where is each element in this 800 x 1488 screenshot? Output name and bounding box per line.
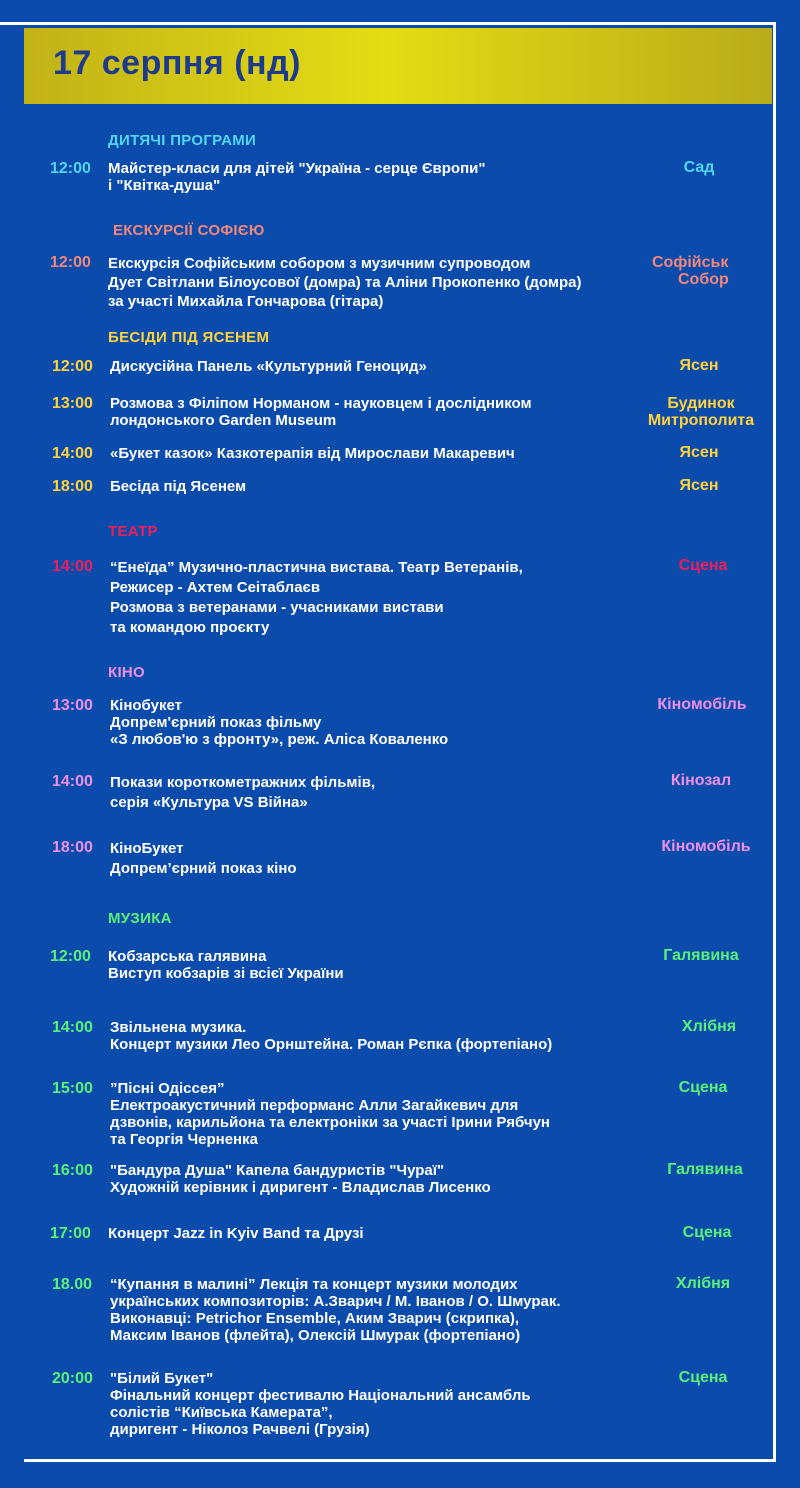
event-description [110, 839, 297, 879]
event-venue: Кінозал [670, 772, 732, 789]
event-line: Виступ кобзарів зі всієї України [108, 965, 344, 982]
event-venue: Галявина [667, 1161, 743, 1178]
event-time: 12:00 [50, 254, 91, 271]
event-description [110, 697, 448, 748]
event-time: 17:00 [50, 1225, 91, 1242]
event-line: Концерт музики Лео Орнштейна. Роман Рєпка (фортепіано) [110, 1036, 553, 1053]
event-time: 16:00 [52, 1162, 93, 1179]
event-line: Бесіда під Ясенем [110, 478, 247, 495]
event-time: 13:00 [52, 395, 93, 412]
section-title-music: МУЗИКА [108, 910, 172, 927]
event-line: Електроакустичний перформанс Алли Загайкевич для [110, 1097, 519, 1114]
section-title-children: ДИТЯЧІ ПРОГРАМИ [108, 132, 257, 149]
event-description [110, 558, 523, 638]
event-line: серія «Культура VS Війна» [110, 794, 308, 811]
event-description [110, 773, 375, 813]
section-title-cinema: КІНО [108, 664, 146, 681]
event-description [110, 445, 515, 462]
event-time: 18:00 [52, 478, 93, 495]
event-venue [652, 254, 758, 288]
event-line: «Букет казок» Казкотерапія від Мирослави Макаревич [110, 445, 515, 462]
event-line: «З любов'ю з фронту», реж. Аліса Коваленко [110, 731, 449, 748]
page-title: 17 серпня (нд) [53, 44, 301, 82]
event-description [110, 1370, 531, 1438]
event-line: Дискусійна Панель «Культурний Геноцид» [110, 358, 427, 375]
event-description [110, 1276, 561, 1344]
event-line: “Енеїда” Музично-пластична вистава. Театр Ветеранів, [110, 559, 523, 576]
event-line: Допрем’єрний показ кіно [110, 860, 297, 877]
event-line: і "Квітка-душа" [108, 177, 221, 194]
event-line: Розмова з ветеранами - учасниками вистави [110, 599, 444, 616]
event-venue: Хлібня [675, 1275, 731, 1292]
event-line: та командою проєкту [110, 619, 270, 636]
event-line: “Купання в малині” Лекція та концерт музики молодих [110, 1276, 518, 1293]
event-time: 14:00 [52, 1019, 93, 1036]
section-title-talks: БЕСІДИ ПІД ЯСЕНЕМ [108, 329, 270, 346]
event-time: 18.00 [52, 1276, 93, 1293]
section-title-theatre: ТЕАТР [108, 523, 158, 540]
event-line: Фінальний концерт фестивалю Національний ансамбль [110, 1387, 531, 1404]
event-line: солістів “Київська Камерата”, [110, 1404, 333, 1421]
event-venue: Ясен [679, 444, 719, 461]
event-venue: Хлібня [681, 1018, 737, 1035]
event-time: 18:00 [52, 839, 93, 856]
event-line: Виконавці: Petrichor Ensemble, Аким Зварич (скрипка), [110, 1310, 520, 1327]
event-description [110, 1019, 552, 1053]
event-time: 13:00 [52, 697, 93, 714]
event-line: "Бандура Душа" Капела бандуристів "Чураї" [110, 1162, 445, 1179]
event-time: 20:00 [52, 1370, 93, 1387]
event-line: Допрем'єрний показ фільму [110, 714, 322, 731]
event-venue: Галявина [663, 947, 739, 964]
event-time: 14:00 [52, 445, 93, 462]
event-time: 14:00 [52, 773, 93, 790]
event-venue [636, 395, 766, 429]
event-line: за участі Михайла Гончарова (гітара) [108, 293, 384, 310]
event-line: диригент - Ніколоз Рачвелі (Грузія) [110, 1421, 370, 1438]
event-line: Кінобукет [110, 697, 182, 714]
event-description [108, 160, 485, 194]
event-line: дзвонів, карильйона та електроніки за участі Ірини Рябчун [110, 1114, 550, 1131]
event-venue: Сцена [678, 1079, 728, 1096]
event-line: Розмова з Філіпом Норманом - науковцем і дослідником [110, 395, 532, 412]
event-description [110, 395, 532, 429]
event-description [110, 1162, 491, 1196]
event-line: Дует Світлани Білоусової (домра) та Аліни Прокопенко (домра) [108, 274, 582, 291]
event-line: Художній керівник і диригент - Владислав Лисенко [110, 1179, 491, 1196]
event-venue: Сад [683, 159, 715, 176]
venue-line: Софійськ [652, 254, 729, 271]
event-venue: Сцена [678, 1369, 728, 1386]
event-time: 12:00 [50, 160, 91, 177]
event-time: 12:00 [50, 948, 91, 965]
event-venue: Ясен [679, 477, 719, 494]
event-venue: Сцена [678, 557, 728, 574]
event-line: Екскурсія Софійським собором з музичним супроводом [108, 255, 531, 272]
event-line: лондонського Garden Museum [110, 412, 337, 429]
event-description [110, 1080, 550, 1148]
event-line: Максим Іванов (флейта), Олексій Шмурак (фортепіано) [110, 1327, 521, 1344]
event-venue: Кіномобіль [657, 696, 747, 713]
event-time: 15:00 [52, 1080, 93, 1097]
section-title-excursions: ЕКСКУРСІЇ СОФІЄЮ [113, 222, 265, 239]
event-line: ”Пісні Одіссея” [110, 1080, 225, 1097]
event-time: 12:00 [52, 358, 93, 375]
event-line: Концерт Jazz in Kyiv Band та Друзі [108, 1225, 364, 1242]
event-line: Покази короткометражних фільмів, [110, 774, 376, 791]
event-line: українських композиторів: А.Зварич / М. Іванов / О. Шмурак. [110, 1293, 561, 1310]
event-venue: Сцена [682, 1224, 732, 1241]
event-line: Майстер-класи для дітей "Україна - серце Європи" [108, 160, 486, 177]
event-line: КіноБукет [110, 840, 184, 857]
event-venue: Кіномобіль [661, 838, 751, 855]
venue-line: Митрополита [647, 412, 755, 429]
event-line: Звільнена музика. [110, 1019, 247, 1036]
event-line: та Георгія Черненка [110, 1131, 258, 1148]
event-line: Кобзарська галявина [108, 948, 267, 965]
event-description [108, 1225, 364, 1242]
event-venue: Ясен [679, 357, 719, 374]
venue-line: Будинок [667, 395, 735, 412]
event-line: "Білий Букет" [110, 1370, 214, 1387]
venue-line: Собор [678, 271, 729, 288]
event-description [110, 478, 246, 495]
event-description [108, 254, 582, 311]
event-line: Режисер - Ахтем Сеітаблаєв [110, 579, 321, 596]
event-description [110, 358, 427, 375]
event-time: 14:00 [52, 558, 93, 575]
event-description [108, 948, 344, 982]
frame-edge-left [0, 22, 24, 104]
